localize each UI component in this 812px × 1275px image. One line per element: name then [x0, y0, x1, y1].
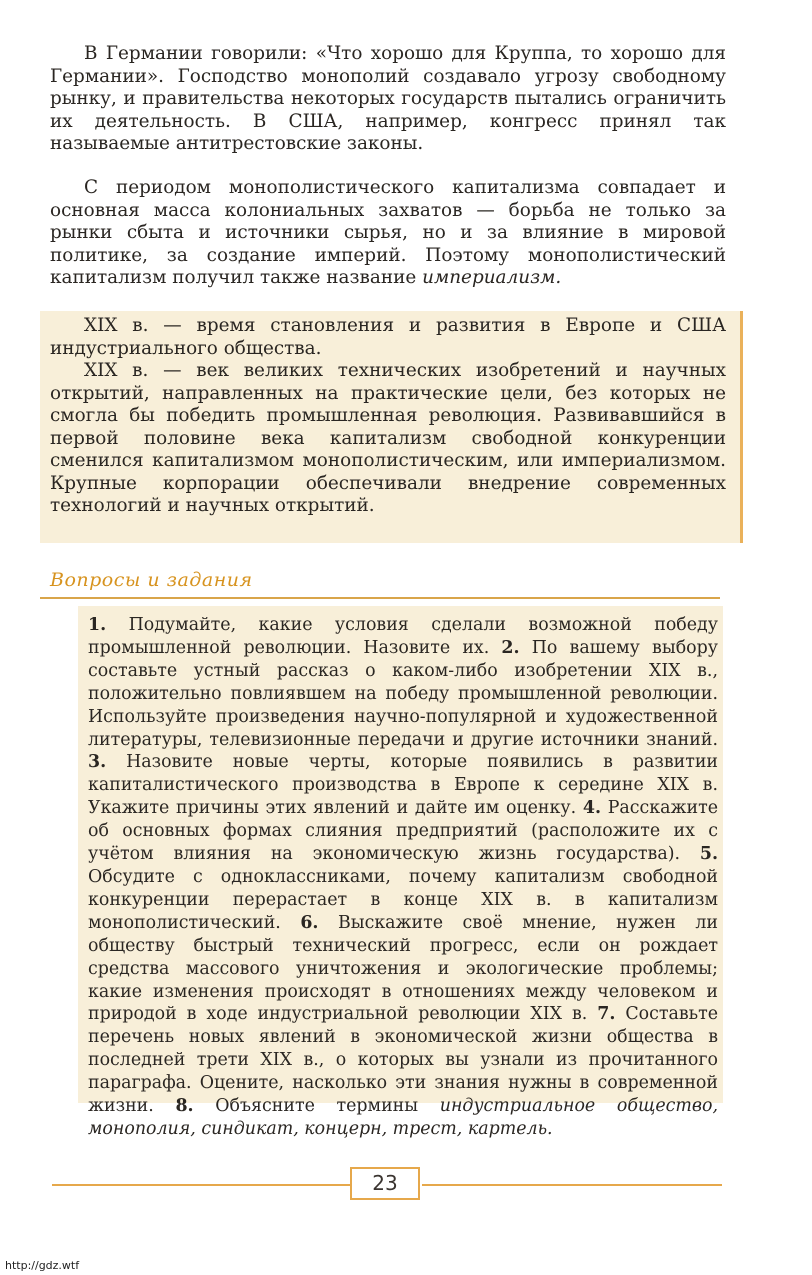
question-number-6: 6.	[300, 912, 319, 933]
question-number-2: 2.	[501, 637, 520, 658]
footer-rule-left	[52, 1184, 350, 1186]
question-3: Назовите новые черты, которые появились в развитии капиталистического производства в Европе к середине XIX в. Укажите причины этих явлений и дайте им оценку.	[88, 752, 719, 819]
question-4: Расскажите об основных формах слияния предприятий (расположите их с учётом влияния на экономическую жизнь государства).	[88, 798, 718, 865]
question-7: Составьте перечень новых явлений в экономической жизни общества в последней трети XIX в., о которых вы узнали из прочитанного параграфа. Оцените, насколько эти знания нужны в современной жизни.	[88, 1004, 718, 1117]
paragraph-imperialism-text: С периодом монополистического капитализма совпадает и основная масса колониальных захватов — борьба не только за рынки сбыта и источники сырья, но и за влияние в мировой политике, за создание империй. Поэтому монополистический капитализм получил также название	[50, 177, 726, 288]
watermark-link[interactable]: http://gdz.wtf	[2, 1259, 82, 1272]
questions-heading: Вопросы и задания	[50, 569, 253, 591]
question-1: Подумайте, какие условия сделали возможной победу промышленной революции. Назовите их.	[88, 615, 718, 658]
footer-rule-right	[422, 1184, 722, 1186]
question-number-1: 1.	[88, 615, 107, 635]
question-number-3: 3.	[88, 752, 107, 773]
question-8-terms: индустриальное общество, монополия, синдикат, концерн, трест, картель.	[88, 1096, 719, 1139]
question-number-5: 5.	[699, 844, 718, 865]
page-number: 23	[350, 1167, 420, 1200]
summary-paragraph-industrial-society: XIX в. — время становления и развития в Европе и США индустриального общества.	[50, 315, 726, 359]
question-8: Объясните термины	[215, 1096, 419, 1117]
question-number-8: 8.	[175, 1096, 194, 1117]
question-6: Выскажите своё мнение, нужен ли обществу быстрый технический прогресс, если он рождает средства массового уничтожения и экологические проблемы; какие изменения происходят в отношениях между человеком и природой в ходе индустриальной революции XIX в.	[88, 912, 719, 1025]
summary-paragraph-inventions: XIX в. — век великих технических изобретений и научных открытий, направленных на практические цели, без которых не смогла бы победить промышленная революция. Развивавшийся в первой половине века капитализм свободной конкуренции сменился капитализмом монополистическим, или империализмом. Крупные корпорации обеспечивали внедрение современных технологий и научных открытий.	[50, 360, 726, 516]
heading-divider	[40, 597, 720, 599]
question-number-7: 7.	[597, 1004, 616, 1025]
questions-list	[88, 614, 718, 1141]
term-imperialism: империализм.	[422, 267, 562, 288]
paragraph-krupp: В Германии говорили: «Что хорошо для Круппа, то хорошо для Германии». Господство монополий создавало угрозу свободному рынку, и правительства некоторых государств пытались ограничить их деятельность. В США, например, конгресс принял так называемые антитрестовские законы.	[50, 43, 726, 154]
question-5: Обсудите с одноклассниками, почему капитализм свободной конкуренции перерастает в конце XIX в. в капитализм монополистический.	[88, 866, 718, 933]
paragraph-imperialism	[50, 177, 726, 290]
question-number-4: 4.	[582, 798, 601, 819]
question-2: По вашему выбору составьте устный рассказ о каком-либо изобретении XIX в., положительно повлиявшем на победу промышленной революции. Используйте произведения научно-популярной и художественной литературы, телевизионные передачи и другие источники знаний.	[88, 637, 718, 750]
